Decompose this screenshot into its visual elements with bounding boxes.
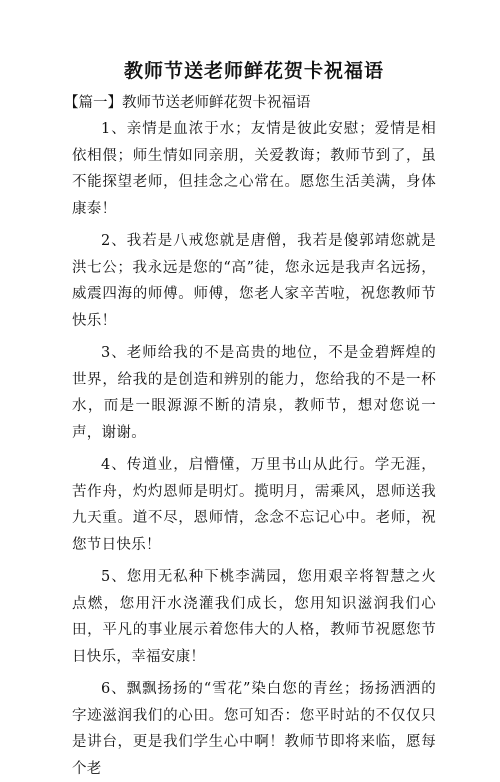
paragraph-3: 3、老师给我的不是高贵的地位，不是金碧辉煌的世界，给我的是创造和辨别的能力，您给我的不是一杯水，而是一眼源源不断的清泉，教师节，想对您说一声，谢谢。 [72,345,436,441]
section-heading: 【篇一】教师节送老师鲜花贺卡祝福语 [64,95,311,111]
document-title: 教师节送老师鲜花贺卡祝福语 [123,60,384,82]
paragraph-4: 4、传道业，启懵懂，万里书山从此行。学无涯，苦作舟，灼灼恩师是明灯。揽明月，需乘风，恩师送我九天重。道不尽，恩师情，念念不忘记心中。老师，祝您节日快乐！ [72,457,436,553]
paragraph-2: 2、我若是八戒您就是唐僧，我若是傻郭靖您就是洪七公；我永远是您的“高”徒，您永远是我声名远扬，威震四海的师傅。师傅，您老人家辛苦啦，祝您教师节快乐！ [72,233,436,329]
paragraph-6: 6、飘飘扬扬的“雪花”染白您的青丝；扬扬洒洒的字迹滋润我们的心田。您可知否：您平时站的不仅仅只是讲台，更是我们学生心中啊！教师节即将来临，愿每个老 [72,681,436,777]
paragraph-5: 5、您用无私种下桃李满园，您用艰辛将智慧之火点燃，您用汗水浇灌我们成长，您用知识滋润我们心田，平凡的事业展示着您伟大的人格，教师节祝愿您节日快乐，幸福安康！ [72,569,436,665]
paragraph-1: 1、亲情是血浓于水；友情是彼此安慰；爱情是相依相偎；师生情如同亲朋，关爱教诲；教师节到了，虽不能探望老师，但挂念之心常在。愿您生活美满，身体康泰！ [72,121,436,217]
